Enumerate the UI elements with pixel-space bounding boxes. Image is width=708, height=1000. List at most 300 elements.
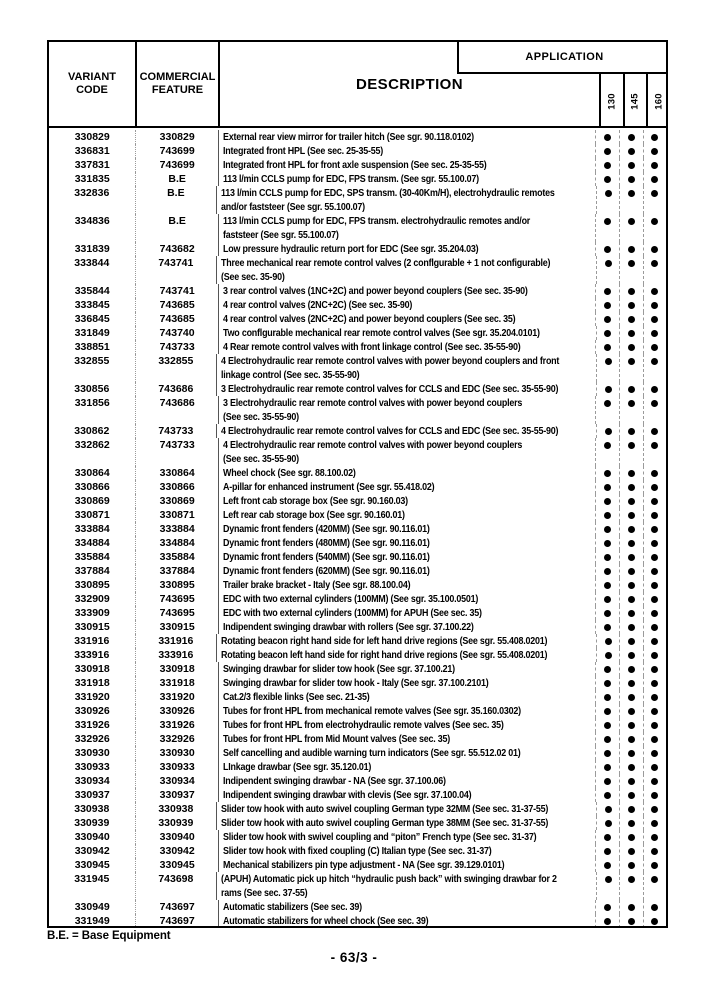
table-row <box>49 760 666 774</box>
application-dot <box>604 764 611 771</box>
application-dot-cell <box>643 130 667 144</box>
application-dot-cell <box>643 606 667 620</box>
application-dot <box>651 736 658 743</box>
application-dot <box>604 512 611 519</box>
variant-code-cell: 337831 <box>49 158 136 172</box>
application-dot-cell <box>595 578 619 592</box>
variant-code-cell: 331949 <box>49 914 136 928</box>
application-dot <box>605 190 612 197</box>
table-row <box>49 914 666 928</box>
application-dot-cell <box>619 830 643 844</box>
table-row <box>49 648 666 662</box>
application-dot <box>651 484 658 491</box>
application-dot <box>651 400 658 407</box>
application-dot-cell <box>595 564 619 578</box>
variant-code-cell: 330862 <box>49 424 136 438</box>
application-dot <box>628 400 635 407</box>
application-dot <box>604 834 611 841</box>
variant-code-cell: 331835 <box>49 172 136 186</box>
description-line: Three mechanical rear remote control valves (2 conflgurable + 1 not configurable) <box>221 257 551 269</box>
application-dot-cell <box>619 508 643 522</box>
table-body <box>49 128 666 928</box>
description-cell <box>217 816 596 830</box>
description-line: Dynamic front fenders (420MM) (See sgr. 90.116.01) <box>222 523 430 535</box>
description-cell <box>219 690 596 704</box>
description-cell <box>217 424 596 438</box>
table-row <box>49 312 666 326</box>
description-line: Rotating beacon left hand side for right hand drive regions (See sgr. 55.408.0201) <box>221 649 548 661</box>
application-dot <box>651 666 658 673</box>
application-dot <box>628 652 635 659</box>
application-dot-cell <box>619 704 643 718</box>
application-dot <box>628 330 635 337</box>
application-dot <box>605 428 612 435</box>
application-dot-cell <box>619 690 643 704</box>
application-dot-cell <box>643 284 667 298</box>
application-dot <box>604 554 611 561</box>
application-dot <box>628 190 635 197</box>
description-cell <box>217 634 596 648</box>
commercial-feature-cell: 743733 <box>136 424 218 438</box>
application-dot <box>628 876 635 883</box>
commercial-feature-cell: 332926 <box>136 732 218 746</box>
description-line: Trailer brake bracket - Italy (See sgr. 88.100.04) <box>222 579 411 591</box>
application-dot-cell <box>595 844 619 858</box>
application-dot <box>604 750 611 757</box>
variant-code-cell: 331916 <box>49 634 136 648</box>
application-dot-cell <box>595 494 619 508</box>
application-dot-cell <box>619 130 643 144</box>
application-dot-cell <box>643 676 667 690</box>
application-dot-cell <box>596 634 619 648</box>
application-dot <box>651 764 658 771</box>
table-row <box>49 816 666 830</box>
description-cell <box>219 340 596 354</box>
application-dot <box>651 596 658 603</box>
description-cell <box>219 844 596 858</box>
application-dot-cell <box>595 718 619 732</box>
application-dot-cell <box>619 158 643 172</box>
variant-code-cell: 333884 <box>49 522 136 536</box>
table-row <box>49 438 666 466</box>
description-line: EDC with two external cylinders (100MM) (See sgr. 35.100.0501) <box>222 593 479 605</box>
table-row <box>49 242 666 256</box>
application-dot-cell <box>595 746 619 760</box>
application-dot <box>628 694 635 701</box>
description-line: Left rear cab storage box (See sgr. 90.160.01) <box>222 509 405 521</box>
application-header-label: APPLICATION <box>525 51 604 63</box>
variant-code-header <box>49 42 137 126</box>
application-dot-cell <box>595 158 619 172</box>
table-row <box>49 354 666 382</box>
application-dot-cell <box>595 298 619 312</box>
table-row <box>49 158 666 172</box>
commercial-feature-cell: 330940 <box>136 830 218 844</box>
variant-code-cell: 331856 <box>49 396 136 424</box>
application-dot <box>628 218 635 225</box>
table-row <box>49 466 666 480</box>
application-dot <box>651 134 658 141</box>
application-dot-cell <box>643 424 666 438</box>
variant-table <box>47 40 668 928</box>
application-dot <box>651 582 658 589</box>
variant-code-cell: 330829 <box>49 130 136 144</box>
description-cell <box>219 438 596 466</box>
application-dot-cell <box>595 242 619 256</box>
table-row <box>49 326 666 340</box>
application-dot-cell <box>619 620 643 634</box>
description-line: Slider tow hook with fixed coupling (C) Italian type (See sec. 31-37) <box>222 845 492 857</box>
table-row <box>49 564 666 578</box>
application-dot <box>604 666 611 673</box>
commercial-feature-cell: 330934 <box>136 774 218 788</box>
variant-code-cell: 333909 <box>49 606 136 620</box>
application-dot <box>628 582 635 589</box>
application-dot <box>628 792 635 799</box>
description-cell <box>219 284 596 298</box>
application-dot-cell <box>619 592 643 606</box>
variant-code-cell: 330938 <box>49 802 136 816</box>
description-line: Indipendent swinging drawbar with rollers (See sgr. 37.100.22) <box>222 621 474 633</box>
app-column-label-160: 160 <box>653 92 665 110</box>
description-cell <box>219 298 596 312</box>
table-row <box>49 662 666 676</box>
description-line: Mechanical stabilizers pin type adjustment - NA (See sgr. 39.129.0101) <box>222 859 505 871</box>
table-row <box>49 620 666 634</box>
commercial-feature-cell: 743741 <box>136 256 218 284</box>
application-dot-cell <box>595 396 619 424</box>
description-line: Tubes for front HPL from Mid Mount valves (See sec. 35) <box>222 733 450 745</box>
application-dot <box>651 190 658 197</box>
description-line: Left front cab storage box (See sgr. 90.160.03) <box>222 495 408 507</box>
variant-code-cell: 333845 <box>49 298 136 312</box>
application-dot <box>604 736 611 743</box>
application-dot <box>651 512 658 519</box>
variant-code-cell: 336845 <box>49 312 136 326</box>
description-line: 4 Electrohydraulic rear remote control valves for CCLS and EDC (See sec. 35-55-90) <box>221 425 559 437</box>
application-dot <box>651 694 658 701</box>
table-row <box>49 606 666 620</box>
table-row <box>49 298 666 312</box>
variant-code-cell: 333916 <box>49 648 136 662</box>
application-dot <box>651 540 658 547</box>
description-cell <box>219 550 596 564</box>
description-line: 3 Electrohydraulic rear remote control valves for CCLS and EDC (See sec. 35-55-90) <box>221 383 559 395</box>
application-dot-cell <box>595 144 619 158</box>
application-dot-cell <box>595 690 619 704</box>
application-dot <box>628 834 635 841</box>
application-dot-cell <box>619 900 643 914</box>
table-row <box>49 900 666 914</box>
description-cell <box>219 172 596 186</box>
variant-code-cell: 338851 <box>49 340 136 354</box>
application-dot-cell <box>643 718 667 732</box>
description-line: EDC with two external cylinders (100MM) for APUH (See sec. 35) <box>222 607 482 619</box>
commercial-feature-cell: 335884 <box>136 550 218 564</box>
application-dot-cell <box>643 788 667 802</box>
variant-code-cell: 336831 <box>49 144 136 158</box>
application-dot-cell <box>643 186 666 214</box>
application-dot-cell <box>595 536 619 550</box>
description-line: 4 Electrohydraulic rear remote control valves with power beyond couplers <box>222 439 523 451</box>
app-column-header-160 <box>646 74 668 128</box>
application-dot <box>651 470 658 477</box>
description-line: 3 rear control valves (1NC+2C) and power beyond couplers (See sec. 35-90) <box>222 285 528 297</box>
description-cell <box>219 242 596 256</box>
commercial-feature-cell: 743685 <box>136 298 218 312</box>
application-dot <box>628 246 635 253</box>
application-dot-cell <box>643 858 667 872</box>
application-dot-cell <box>619 382 642 396</box>
application-dot <box>651 652 658 659</box>
application-dot <box>604 848 611 855</box>
application-dot-cell <box>619 774 643 788</box>
application-dot <box>651 302 658 309</box>
description-line: Slider tow hook with auto swivel coupling German type 38MM (See sec. 31-37-55) <box>221 817 549 829</box>
commercial-feature-cell: 333916 <box>136 648 218 662</box>
application-dot <box>604 176 611 183</box>
application-dot <box>628 484 635 491</box>
description-cell <box>219 620 596 634</box>
variant-code-cell: 330933 <box>49 760 136 774</box>
description-line: Cat.2/3 flexible links (See sec. 21-35) <box>222 691 370 703</box>
description-line: Tubes for front HPL from electrohydraulic remote valves (See sec. 35) <box>222 719 504 731</box>
application-dot-cell <box>643 620 667 634</box>
application-dot <box>604 540 611 547</box>
variant-code-cell: 330866 <box>49 480 136 494</box>
commercial-feature-cell: 330866 <box>136 480 218 494</box>
application-dot-cell <box>619 578 643 592</box>
application-dot <box>651 680 658 687</box>
application-dot <box>604 218 611 225</box>
application-dot <box>651 148 658 155</box>
application-dot-cell <box>596 354 619 382</box>
application-dot <box>604 596 611 603</box>
commercial-feature-cell: 330937 <box>136 788 218 802</box>
application-dot <box>651 708 658 715</box>
commercial-feature-cell: 743695 <box>136 592 218 606</box>
variant-code-cell: 331920 <box>49 690 136 704</box>
application-dot <box>628 176 635 183</box>
table-row <box>49 802 666 816</box>
application-dot <box>651 638 658 645</box>
application-dot-cell <box>643 382 666 396</box>
variant-code-cell: 332909 <box>49 592 136 606</box>
application-dot-cell <box>619 144 643 158</box>
application-dot <box>604 442 611 449</box>
application-dot-cell <box>619 326 643 340</box>
table-row <box>49 522 666 536</box>
application-dot-cell <box>643 172 667 186</box>
application-dot-cell <box>619 522 643 536</box>
commercial-feature-cell: 743682 <box>136 242 218 256</box>
application-dot <box>604 498 611 505</box>
description-line: Self cancelling and audible warning turn indicators (See sgr. 55.512.02 01) <box>222 747 521 759</box>
application-dot <box>604 708 611 715</box>
application-dot-cell <box>619 354 642 382</box>
application-dot-cell <box>595 676 619 690</box>
application-dot <box>605 260 612 267</box>
description-cell <box>219 746 596 760</box>
description-cell <box>219 676 596 690</box>
commercial-feature-cell: 743741 <box>136 284 218 298</box>
description-cell <box>219 508 596 522</box>
description-line: Integrated front HPL for front axle suspension (See sec. 25-35-55) <box>222 159 487 171</box>
application-dot-cell <box>643 242 667 256</box>
application-dot <box>604 148 611 155</box>
application-dot-cell <box>643 816 666 830</box>
variant-code-cell: 334884 <box>49 536 136 550</box>
table-row <box>49 130 666 144</box>
application-dot-cell <box>619 760 643 774</box>
application-dot <box>651 722 658 729</box>
application-dot-cell <box>619 396 643 424</box>
application-dot-cell <box>619 844 643 858</box>
application-dot-cell <box>619 816 642 830</box>
application-dot <box>604 246 611 253</box>
description-line: 4 rear control valves (2NC+2C) and power beyond couplers (See sec. 35) <box>222 313 516 325</box>
application-dot-cell <box>619 662 643 676</box>
application-dot <box>604 624 611 631</box>
commercial-feature-cell: 330918 <box>136 662 218 676</box>
application-dot <box>605 820 612 827</box>
variant-code-cell: 331918 <box>49 676 136 690</box>
variant-code-cell: 333844 <box>49 256 136 284</box>
application-dot <box>628 666 635 673</box>
application-dot-cell <box>619 536 643 550</box>
application-dot <box>604 288 611 295</box>
application-dot-cell <box>643 578 667 592</box>
application-dot <box>628 302 635 309</box>
application-dot-cell <box>619 298 643 312</box>
description-line: Swinging drawbar for slider tow hook (See sgr. 37.100.21) <box>222 663 455 675</box>
commercial-feature-cell: 330930 <box>136 746 218 760</box>
description-cell <box>219 130 596 144</box>
variant-code-cell: 337884 <box>49 564 136 578</box>
description-cell <box>219 606 596 620</box>
application-dot-cell <box>619 438 643 466</box>
application-dot-cell <box>643 914 667 928</box>
application-dot-cell <box>595 214 619 242</box>
description-cell <box>219 214 596 242</box>
commercial-feature-cell: 330938 <box>136 802 218 816</box>
table-row <box>49 172 666 186</box>
application-dot <box>628 442 635 449</box>
description-cell <box>219 158 596 172</box>
commercial-feature-cell: 743697 <box>136 900 218 914</box>
application-dot <box>651 344 658 351</box>
application-dot-cell <box>595 312 619 326</box>
commercial-feature-cell: 331918 <box>136 676 218 690</box>
description-line: (APUH) Automatic pick up hitch “hydraulic push back” with swinging drawbar for 2 <box>221 873 557 885</box>
table-row <box>49 256 666 284</box>
application-dot <box>651 498 658 505</box>
application-dot-cell <box>643 690 667 704</box>
application-dot <box>651 834 658 841</box>
application-dot <box>628 162 635 169</box>
application-dot <box>628 708 635 715</box>
application-dot <box>651 428 658 435</box>
description-cell <box>219 480 596 494</box>
application-dot <box>628 848 635 855</box>
application-dot <box>604 568 611 575</box>
table-row <box>49 858 666 872</box>
application-dot-cell <box>595 606 619 620</box>
application-dot-cell <box>596 186 619 214</box>
application-dot <box>651 792 658 799</box>
application-dot <box>605 652 612 659</box>
application-dot-cell <box>643 872 666 900</box>
description-line: and/or faststeer (See sgr. 55.100.07) <box>221 201 366 213</box>
application-dot <box>604 918 611 925</box>
application-dot-cell <box>619 340 643 354</box>
application-dot-cell <box>643 144 667 158</box>
variant-code-cell: 335884 <box>49 550 136 564</box>
application-dot-cell <box>643 354 666 382</box>
application-dot-cell <box>619 424 642 438</box>
description-line: Dynamic front fenders (480MM) (See sgr. 90.116.01) <box>222 537 430 549</box>
description-line: 113 l/min CCLS pump for EDC, FPS transm. (See sgr. 55.100.07) <box>222 173 479 185</box>
application-dot-cell <box>643 830 667 844</box>
description-line: Integrated front HPL (See sec. 25-35-55) <box>222 145 383 157</box>
application-dot <box>651 358 658 365</box>
variant-code-cell: 330934 <box>49 774 136 788</box>
application-dot <box>651 806 658 813</box>
application-dot <box>605 638 612 645</box>
application-dot-cell <box>595 466 619 480</box>
application-dot-cell <box>619 914 643 928</box>
application-dot <box>604 778 611 785</box>
application-dot <box>628 610 635 617</box>
table-row <box>49 536 666 550</box>
commercial-feature-cell: 337884 <box>136 564 218 578</box>
application-dot <box>628 134 635 141</box>
application-dot <box>651 162 658 169</box>
commercial-feature-cell: 743686 <box>136 396 218 424</box>
variant-code-cell: 331945 <box>49 872 136 900</box>
application-dot-cell <box>595 788 619 802</box>
description-cell <box>219 536 596 550</box>
application-dot-cell <box>595 900 619 914</box>
variant-code-cell: 332926 <box>49 732 136 746</box>
description-cell <box>219 858 596 872</box>
application-dot-cell <box>619 648 642 662</box>
application-dot-cell <box>619 466 643 480</box>
application-dot <box>628 918 635 925</box>
table-header <box>49 42 666 128</box>
application-dot-cell <box>619 494 643 508</box>
application-dot-cell <box>643 480 667 494</box>
application-dot-cell <box>595 284 619 298</box>
commercial-feature-cell: 331926 <box>136 718 218 732</box>
table-row <box>49 844 666 858</box>
commercial-feature-cell: 743685 <box>136 312 218 326</box>
variant-code-cell: 330945 <box>49 858 136 872</box>
description-line: Rotating beacon right hand side for left hand drive regions (See sgr. 55.408.0201) <box>221 635 548 647</box>
application-dot-cell <box>619 186 642 214</box>
commercial-feature-cell: 331920 <box>136 690 218 704</box>
application-dot <box>651 778 658 785</box>
application-dot-cell <box>619 284 643 298</box>
description-cell <box>219 522 596 536</box>
variant-code-cell: 330871 <box>49 508 136 522</box>
application-dot <box>604 680 611 687</box>
description-line: Slider tow hook with swivel coupling and “piton” French type (See sec. 31-37) <box>222 831 537 843</box>
application-dot-cell <box>643 340 667 354</box>
application-dot-cell <box>619 312 643 326</box>
description-line: Tubes for front HPL from mechanical remote valves (See sgr. 35.160.0302) <box>222 705 521 717</box>
description-cell <box>219 830 596 844</box>
